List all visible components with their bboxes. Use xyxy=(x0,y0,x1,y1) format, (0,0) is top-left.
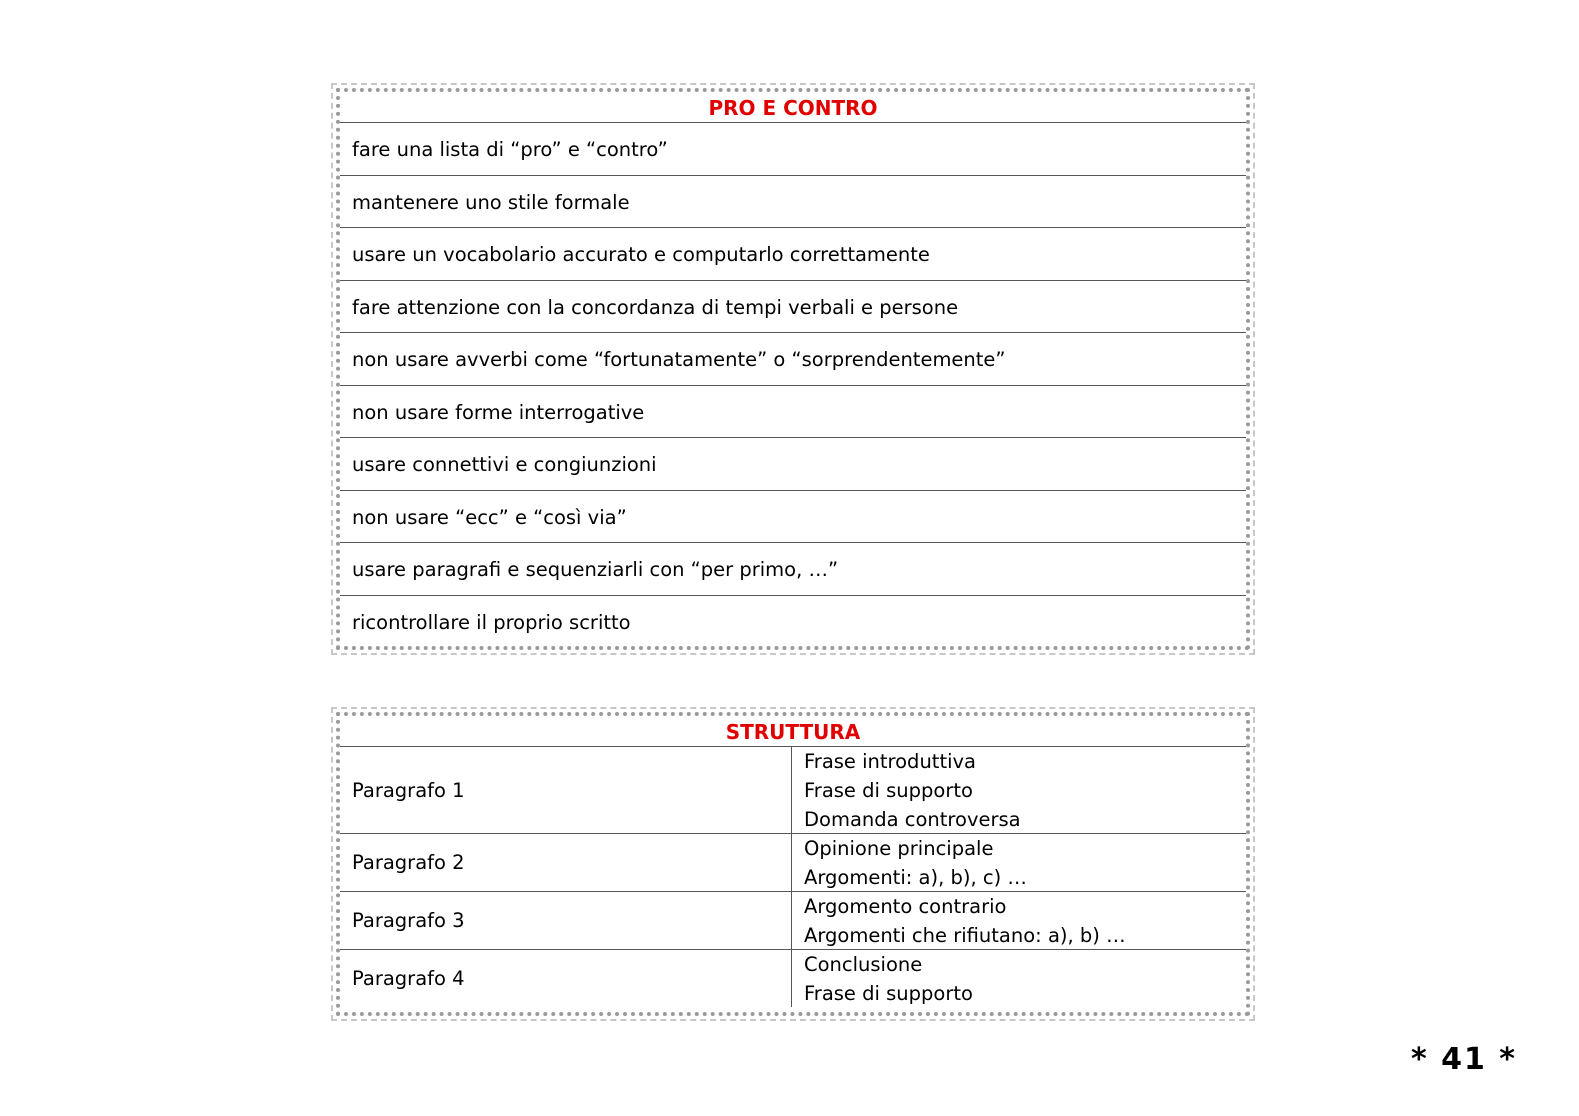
list-item: non usare forme interrogative xyxy=(340,386,1246,439)
paragraph-label: Paragrafo 1 xyxy=(340,747,792,833)
content-line: Argomenti: a), b), c) … xyxy=(804,866,1027,889)
paragraph-label: Paragrafo 4 xyxy=(340,950,792,1007)
paragraph-label: Paragrafo 3 xyxy=(340,892,792,949)
list-item: non usare “ecc” e “così via” xyxy=(340,491,1246,544)
list-item: ricontrollare il proprio scritto xyxy=(352,610,631,634)
list-item: non usare avverbi come “fortunatamente” o “sorprendentemente” xyxy=(340,333,1246,386)
list-item: usare paragrafi e sequenziarli con “per primo, …” xyxy=(340,543,1246,596)
content-line: Argomento contrario xyxy=(804,895,1007,918)
list-item: mantenere uno stile formale xyxy=(340,176,1246,229)
paragraph-contents xyxy=(792,892,1126,949)
page-number: * 41 * xyxy=(1410,1042,1517,1077)
list-item: fare una lista di “pro” e “contro” xyxy=(340,123,1246,176)
content-line: Frase di supporto xyxy=(804,779,973,802)
pro-contro-title: PRO E CONTRO xyxy=(340,92,1246,123)
content-line: Opinione principale xyxy=(804,837,994,860)
paragraph-label: Paragrafo 2 xyxy=(340,834,792,891)
table-row xyxy=(340,950,1246,1007)
content-line: Conclusione xyxy=(804,953,923,976)
paragraph-contents xyxy=(792,747,1021,833)
content-line: Frase introduttiva xyxy=(804,750,976,773)
list-item: usare connettivi e congiunzioni xyxy=(340,438,1246,491)
paragraph-contents xyxy=(792,834,1027,891)
content-line: Frase di supporto xyxy=(804,982,973,1005)
struttura-title: STRUTTURA xyxy=(340,716,1246,747)
list-item: usare un vocabolario accurato e computarlo correttamente xyxy=(340,228,1246,281)
content-line: Argomenti che rifiutano: a), b) … xyxy=(804,924,1126,947)
struttura-box xyxy=(336,712,1250,1016)
paragraph-contents xyxy=(792,950,973,1007)
content-line: Domanda controversa xyxy=(804,808,1021,831)
table-row xyxy=(340,892,1246,950)
table-row xyxy=(340,747,1246,834)
list-item: fare attenzione con la concordanza di tempi verbali e persone xyxy=(340,281,1246,334)
pro-contro-box xyxy=(336,88,1250,650)
table-row xyxy=(340,834,1246,892)
